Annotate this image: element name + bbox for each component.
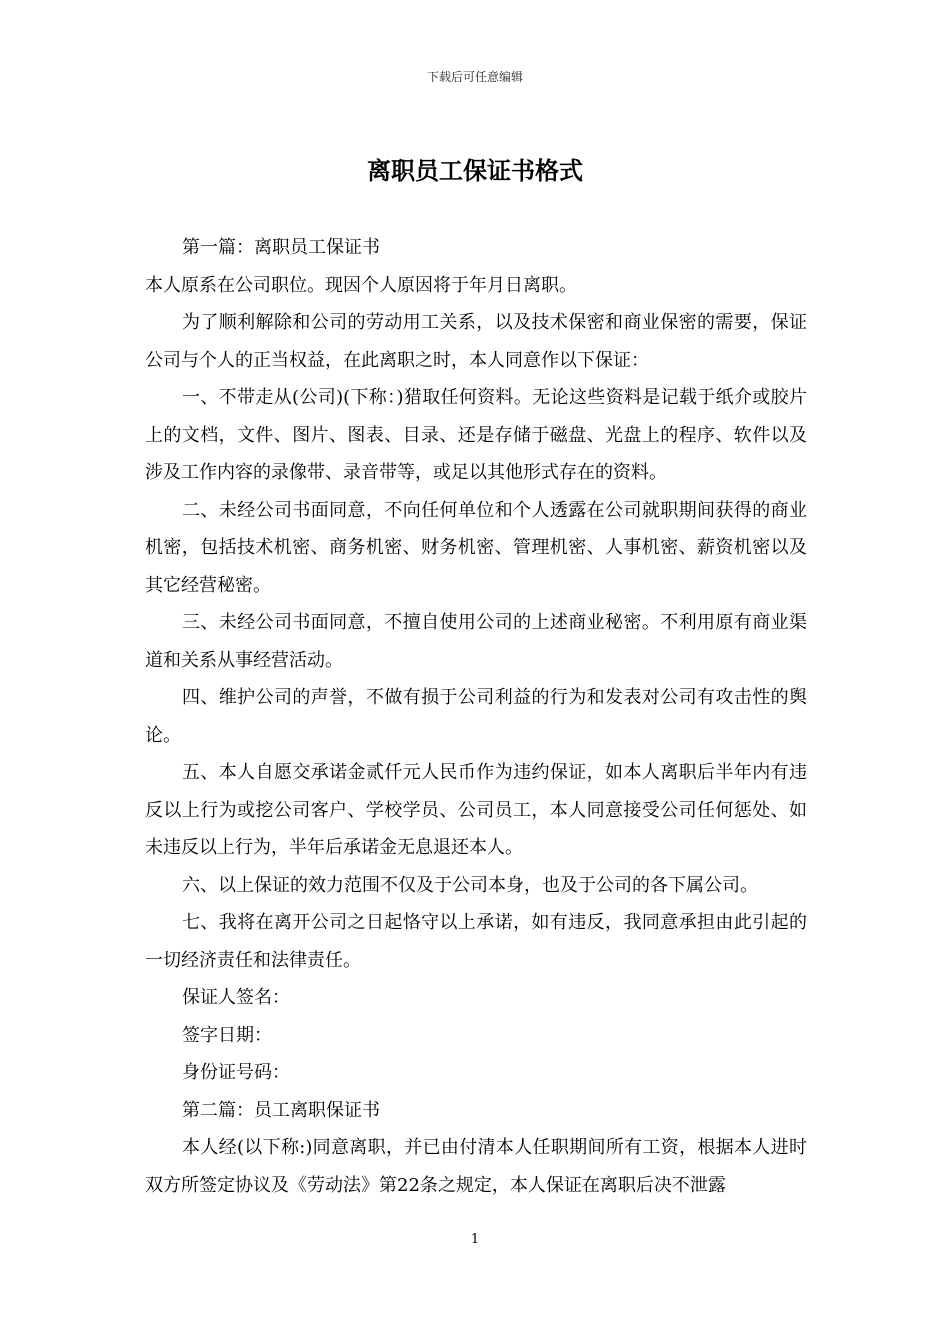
paragraph: 二、未经公司书面同意，不向任何单位和个人透露在公司就职期间获得的商业机密，包括技术机密、商务机密、财务机密、管理机密、人事机密、薪资机密以及其它经营秘密。: [145, 499, 807, 596]
paragraph: 身份证号码：: [182, 1062, 290, 1083]
paragraph: 四、维护公司的声誉，不做有损于公司利益的行为和发表对公司有攻击性的舆论。: [145, 687, 807, 746]
header-note: 下载后可任意编辑: [426, 70, 523, 84]
document-body: [145, 229, 807, 1204]
paragraph: 三、未经公司书面同意，不擅自使用公司的上述商业秘密。不利用原有商业渠道和关系从事经营活动。: [145, 612, 807, 671]
paragraph: 保证人签名：: [182, 987, 290, 1008]
paragraph: 第一篇：离职员工保证书: [182, 237, 380, 258]
paragraph: 六、以上保证的效力范围不仅及于公司本身，也及于公司的各下属公司。: [182, 874, 758, 896]
document-title: 离职员工保证书格式: [367, 156, 583, 185]
paragraph: 为了顺利解除和公司的劳动用工关系，以及技术保密和商业保密的需要，保证公司与个人的正当权益，在此离职之时，本人同意作以下保证：: [145, 312, 807, 371]
paragraph: 本人原系在公司职位。现因个人原因将于年月日离职。: [145, 274, 577, 296]
paragraph: 第二篇：员工离职保证书: [182, 1099, 380, 1121]
paragraph: 本人经(以下称:)同意离职，并已由付清本人任职期间所有工资，根据本人进时双方所签定协议及《劳动法》第22条之规定，本人保证在离职后决不泄露: [145, 1137, 807, 1196]
paragraph: 五、本人自愿交承诺金贰仟元人民币作为违约保证，如本人离职后半年内有违反以上行为或挖公司客户、学校学员、公司员工，本人同意接受公司任何惩处、如未违反以上行为，半年后承诺金无息退还本人。: [145, 762, 807, 858]
paragraph: 一、不带走从(公司)(下称：)猎取任何资料。无论这些资料是记载于纸介或胶片上的文档，文件、图片、图表、目录、还是存储于磁盘、光盘上的程序、软件以及涉及工作内容的录像带、录音带等，或足以其他形式存在的资料。: [145, 387, 807, 483]
page-number: 1: [470, 1232, 480, 1247]
paragraph: 七、我将在离开公司之日起恪守以上承诺，如有违反，我同意承担由此引起的一切经济责任和法律责任。: [145, 912, 807, 971]
paragraph: 签字日期：: [182, 1024, 272, 1046]
